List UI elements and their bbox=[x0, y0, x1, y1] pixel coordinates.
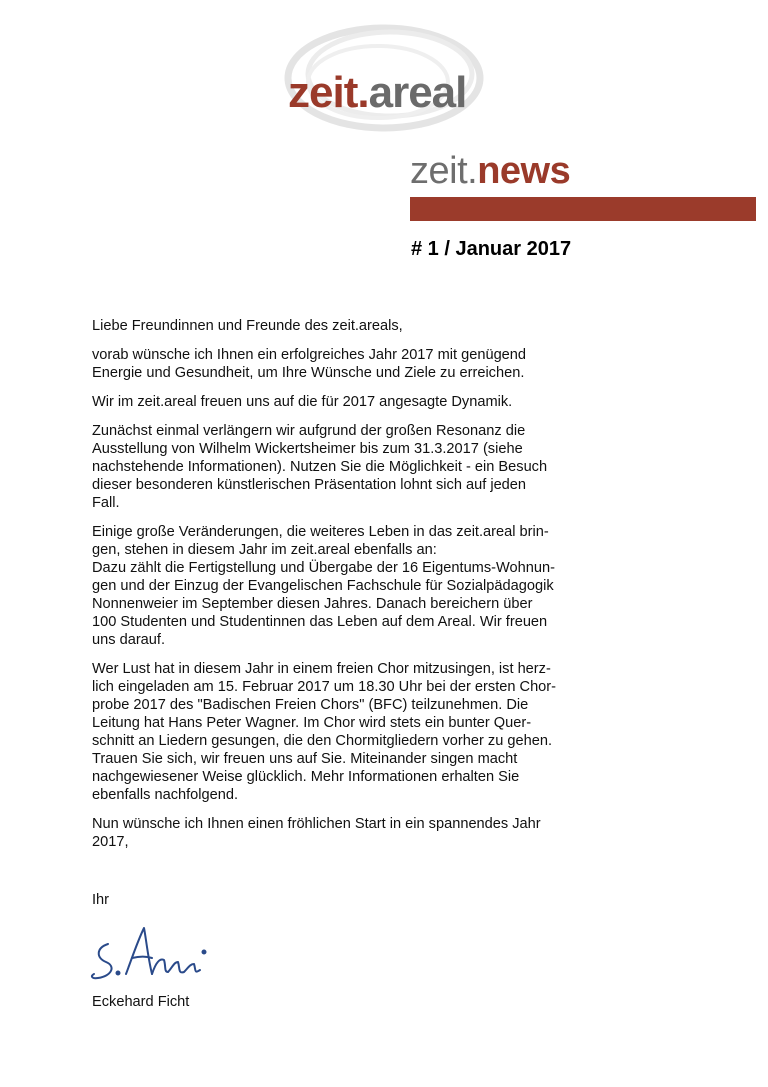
closing: Ihr bbox=[92, 892, 110, 908]
zeit-areal-logo bbox=[282, 22, 486, 132]
signature-icon bbox=[86, 918, 216, 984]
text-line: Zunächst einmal verlängern wir aufgrund der großen Resonanz die bbox=[92, 423, 526, 439]
text-line: Fall. bbox=[92, 495, 120, 511]
newsletter-title-part2: news bbox=[477, 150, 571, 192]
paragraph-dynamics bbox=[92, 393, 592, 411]
text-line: probe 2017 des "Badischen Freien Chors" (BFC) teilzunehmen. Die bbox=[92, 697, 529, 713]
letter-body bbox=[92, 317, 592, 862]
text-line: Energie und Gesundheit, um Ihre Wünsche und Ziele zu erreichen. bbox=[92, 365, 525, 381]
paragraph-exhibition bbox=[92, 422, 592, 512]
text-line: Trauen Sie sich, wir freuen uns auf Sie. Miteinander singen macht bbox=[92, 751, 518, 767]
text-line: lich eingeladen am 15. Februar 2017 um 18.30 Uhr bei der ersten Chor- bbox=[92, 679, 557, 695]
paragraph-choir bbox=[92, 660, 592, 804]
logo-dot: . bbox=[357, 68, 369, 117]
text-line: Ausstellung von Wilhelm Wickertsheimer bis zum 31.3.2017 (siehe bbox=[92, 441, 523, 457]
text-line: nachstehende Informationen). Nutzen Sie die Möglichkeit - ein Besuch bbox=[92, 459, 548, 475]
greeting: Liebe Freundinnen und Freunde des zeit.areals, bbox=[92, 318, 403, 334]
text-line: 2017, bbox=[92, 834, 129, 850]
text-line: uns darauf. bbox=[92, 632, 166, 648]
paragraph-wishes bbox=[92, 346, 592, 382]
text-line: Einige große Veränderungen, die weiteres Leben in das zeit.areal brin- bbox=[92, 524, 549, 540]
paragraph-closing-wish bbox=[92, 815, 592, 851]
logo-part1: zeit bbox=[288, 68, 358, 117]
text-line: vorab wünsche ich Ihnen ein erfolgreiches Jahr 2017 mit genügend bbox=[92, 347, 527, 363]
text-line: ebenfalls nachfolgend. bbox=[92, 787, 239, 803]
newsletter-header-bar bbox=[410, 197, 756, 221]
issue-line: # 1 / Januar 2017 bbox=[411, 238, 572, 260]
text-line: Leitung hat Hans Peter Wagner. Im Chor wird stets ein bunter Quer- bbox=[92, 715, 532, 731]
text-line: Wir im zeit.areal freuen uns auf die für 2017 angesagte Dynamik. bbox=[92, 394, 513, 410]
text-line: Dazu zählt die Fertigstellung und Übergabe der 16 Eigentums-Wohnun- bbox=[92, 560, 555, 576]
newsletter-title bbox=[410, 150, 570, 193]
text-line: Nun wünsche ich Ihnen einen fröhlichen Start in ein spannendes Jahr bbox=[92, 816, 541, 832]
signer-name: Eckehard Ficht bbox=[92, 994, 190, 1010]
logo-wordmark bbox=[288, 68, 466, 118]
text-line: 100 Studenten und Studentinnen das Leben auf dem Areal. Wir freuen bbox=[92, 614, 548, 630]
text-line: Wer Lust hat in diesem Jahr in einem freien Chor mitzusingen, ist herz- bbox=[92, 661, 551, 677]
text-line: Nonnenweier im September diesen Jahres. Danach bereichern über bbox=[92, 596, 533, 612]
text-line: gen und der Einzug der Evangelischen Fachschule für Sozialpädagogik bbox=[92, 578, 554, 594]
paragraph-changes bbox=[92, 523, 592, 649]
newsletter-title-part1: zeit. bbox=[410, 150, 478, 192]
text-line: nachgewiesener Weise glücklich. Mehr Informationen erhalten Sie bbox=[92, 769, 520, 785]
text-line: schnitt an Liedern gesungen, die den Chormitgliedern vorher zu gehen. bbox=[92, 733, 553, 749]
text-line: dieser besonderen künstlerischen Präsentation lohnt sich auf jeden bbox=[92, 477, 527, 493]
logo-part2: areal bbox=[368, 68, 467, 117]
handwritten-signature bbox=[86, 918, 216, 989]
text-line: gen, stehen in diesem Jahr im zeit.areal ebenfalls an: bbox=[92, 542, 437, 558]
